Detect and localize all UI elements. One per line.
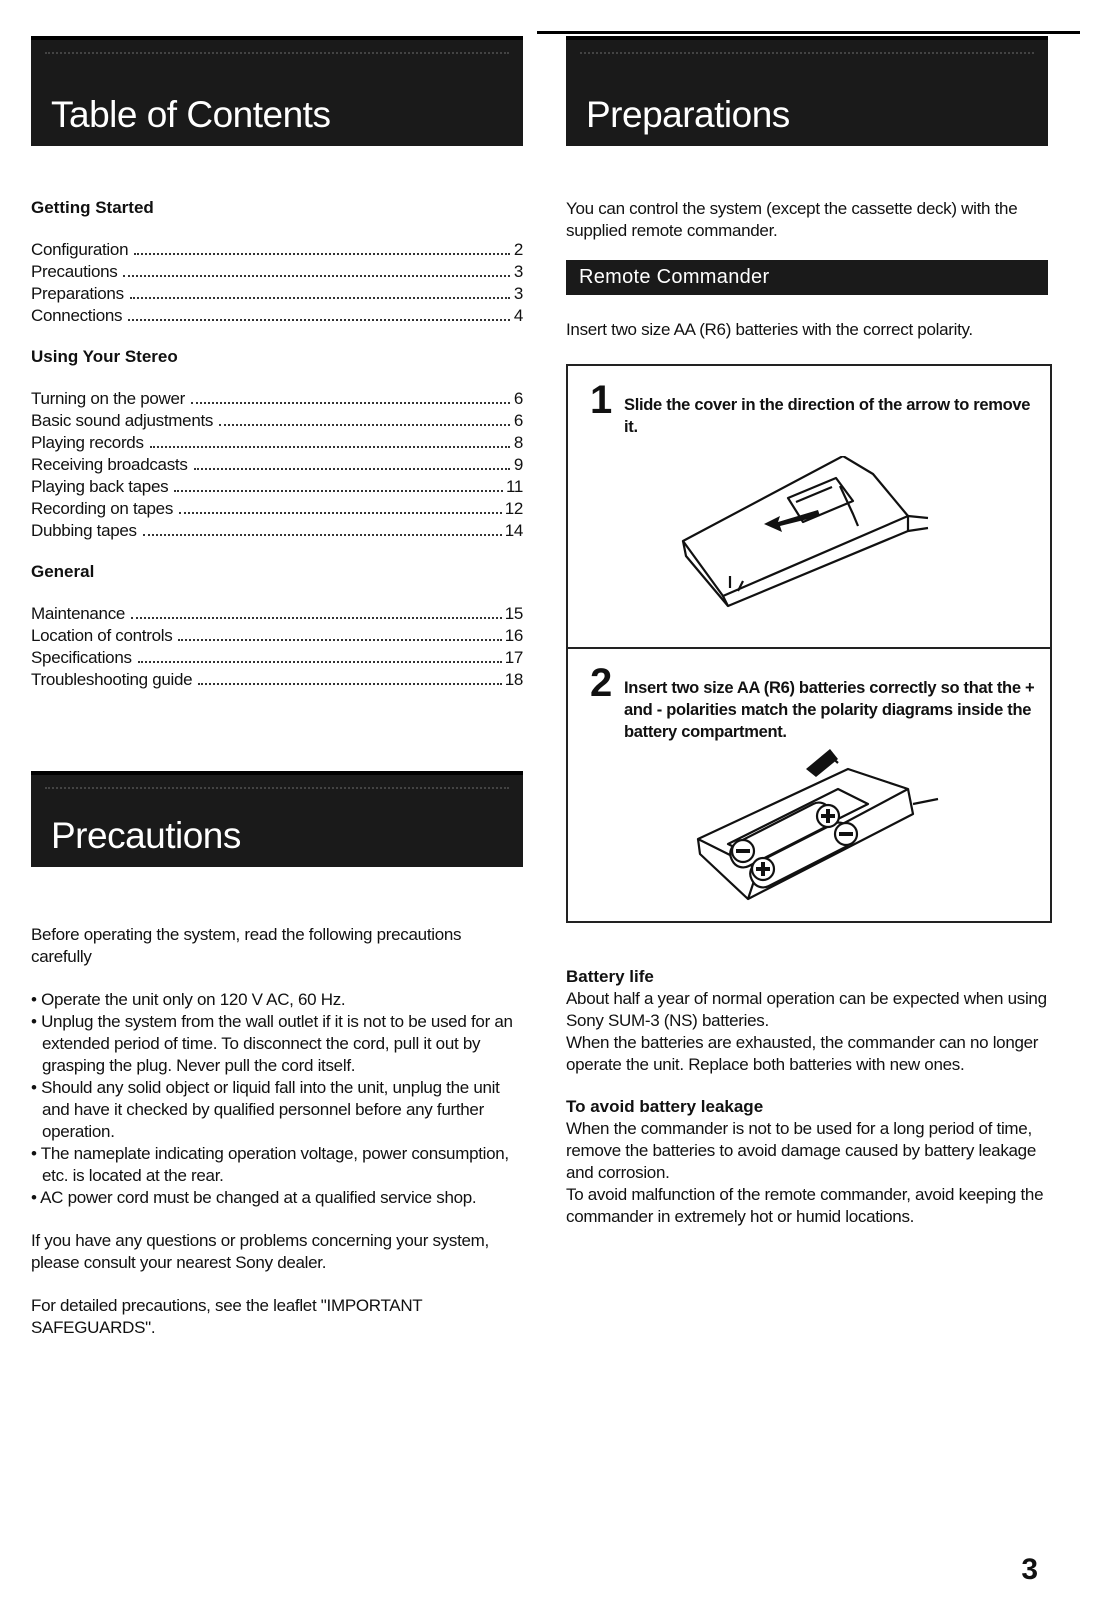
toc-item[interactable]: Location of controls 16 (31, 626, 523, 645)
list-item: • The nameplate indicating operation voltage, power consumption, etc. is located at the rear. (31, 1144, 509, 1185)
list-item: • Unplug the system from the wall outlet if it is not to be used for an extended period of time. To disconnect the cord, pull it out by grasping the plug. Never pull the cord itself. (31, 1012, 513, 1075)
page-number: 3 (1021, 1553, 1038, 1586)
toc-list (31, 388, 523, 542)
step-text: Slide the cover in the direction of the arrow to remove it. (624, 396, 1031, 436)
detailed-precautions-text: For detailed precautions, see the leaflet "IMPORTANT SAFEGUARDS". (31, 1296, 423, 1337)
toc-item[interactable]: Configuration 2 (31, 240, 523, 259)
preparations-banner (566, 36, 1048, 146)
step-number: 2 (590, 661, 613, 705)
toc-item[interactable]: Basic sound adjustments 6 (31, 411, 523, 430)
battery-life-text: When the batteries are exhausted, the commander can no longer operate the unit. Replace both batteries with new ones. (566, 1033, 1039, 1074)
toc-list (31, 239, 523, 327)
toc-title: Table of Contents (51, 94, 331, 135)
toc-list (31, 603, 523, 691)
questions-text: If you have any questions or problems concerning your system, please consult your nearest Sony dealer. (31, 1231, 489, 1272)
list-item: • AC power cord must be changed at a qualified service shop. (31, 1188, 477, 1207)
toc-item[interactable]: Playing records 8 (31, 433, 523, 452)
toc-item[interactable]: Precautions 3 (31, 262, 523, 281)
toc-item[interactable]: Troubleshooting guide 18 (31, 670, 523, 689)
step-text: Insert two size AA (R6) batteries correctly so that the + and - polarities match the polarity diagrams inside the battery compartment. (624, 679, 1035, 741)
insert-batteries-text: Insert two size AA (R6) batteries with the correct polarity. (566, 320, 973, 339)
remote-cover-illustration (668, 456, 958, 616)
battery-life-heading: Battery life (566, 967, 654, 986)
toc-item[interactable]: Connections 4 (31, 306, 523, 325)
list-item: • Operate the unit only on 120 V AC, 60 Hz. (31, 990, 346, 1009)
preparations-title: Preparations (586, 94, 790, 135)
battery-compartment-illustration (688, 749, 948, 909)
steps-box (566, 364, 1052, 923)
toc-item[interactable]: Playing back tapes 11 (31, 477, 523, 496)
step-number: 1 (590, 378, 613, 422)
toc-item[interactable]: Maintenance 15 (31, 604, 523, 623)
step-1 (568, 366, 1050, 647)
leakage-heading: To avoid battery leakage (566, 1097, 764, 1116)
toc-section-heading: Using Your Stereo (31, 347, 178, 366)
top-rule (537, 31, 1080, 34)
toc-item[interactable]: Preparations 3 (31, 284, 523, 303)
remote-commander-heading: Remote Commander (566, 260, 1048, 295)
leakage-text: To avoid malfunction of the remote commander, avoid keeping the commander in extremely hot or humid locations. (566, 1185, 1044, 1226)
toc-item[interactable]: Recording on tapes 12 (31, 499, 523, 518)
toc-item[interactable]: Specifications 17 (31, 648, 523, 667)
precautions-intro: Before operating the system, read the following precautions carefully (31, 925, 462, 966)
precautions-banner (31, 771, 523, 867)
list-item: • Should any solid object or liquid fall into the unit, unplug the unit and have it checked by qualified personnel before any further operation. (31, 1078, 500, 1141)
precautions-title: Precautions (51, 815, 241, 856)
leakage-text: When the commander is not to be used for a long period of time, remove the batteries to avoid damage caused by battery leakage and corrosion. (566, 1119, 1036, 1182)
toc-item[interactable]: Receiving broadcasts 9 (31, 455, 523, 474)
toc-section-heading: Getting Started (31, 198, 154, 217)
precautions-list (31, 989, 523, 1209)
battery-life-text: About half a year of normal operation can be expected when using Sony SUM-3 (NS) batteries. (566, 989, 1047, 1030)
toc-item[interactable]: Dubbing tapes 14 (31, 521, 523, 540)
step-2 (568, 647, 1050, 921)
toc-section-heading: General (31, 562, 95, 581)
battery-info (566, 966, 1056, 1228)
preparations-intro: You can control the system (except the cassette deck) with the supplied remote commander. (566, 199, 1018, 240)
right-column (566, 36, 1058, 341)
toc-banner (31, 36, 523, 146)
left-column (31, 36, 523, 1339)
toc-item[interactable]: Turning on the power 6 (31, 389, 523, 408)
